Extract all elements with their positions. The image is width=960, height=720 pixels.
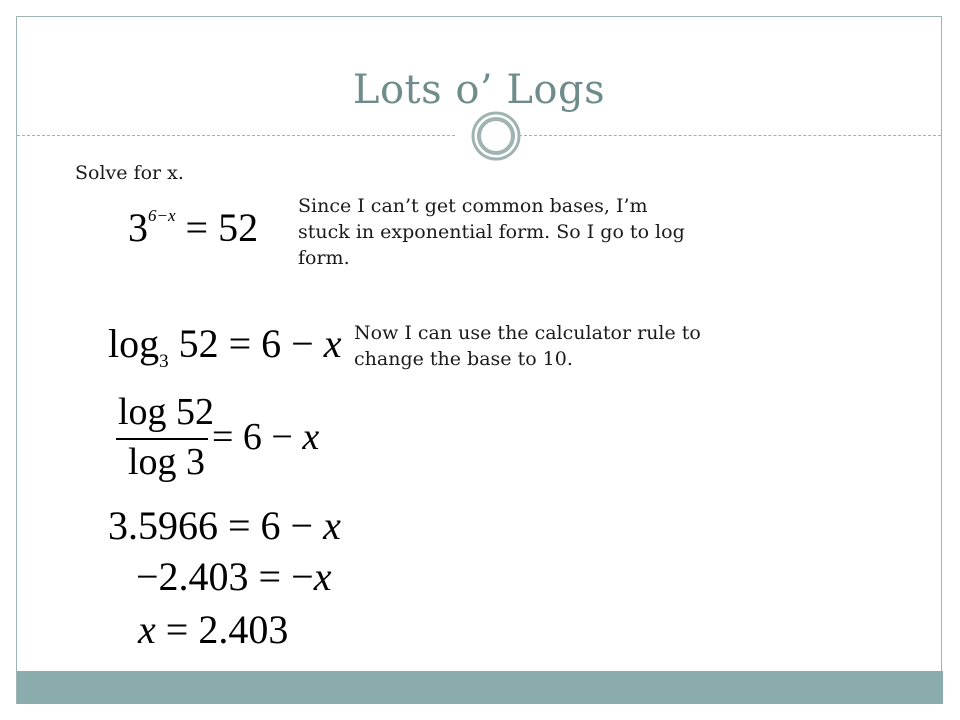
eq1-rhs: = 52 bbox=[185, 205, 259, 250]
eq3-var: x bbox=[302, 416, 320, 458]
eq3-rest: = 6 − bbox=[212, 416, 303, 458]
equation-log-form bbox=[108, 320, 342, 373]
eq2-var: x bbox=[323, 321, 342, 366]
equation-subtracted bbox=[136, 553, 331, 600]
eq2-log: log bbox=[108, 321, 160, 366]
eq1-base: 3 bbox=[128, 205, 148, 250]
explanation-note-2: Now I can use the calculator rule to change the base to 10. bbox=[354, 322, 701, 370]
equation-evaluated bbox=[108, 502, 341, 549]
prompt-text: Solve for x. bbox=[75, 162, 184, 184]
title-ring-ornament bbox=[471, 111, 521, 161]
footer-bar bbox=[17, 671, 943, 704]
eq1-exponent: 6−x bbox=[148, 206, 176, 225]
eq3-denominator: log 3 bbox=[128, 441, 206, 483]
eq5-lhs: −2.403 = − bbox=[136, 554, 314, 599]
equation-change-of-base bbox=[212, 415, 319, 459]
explanation-note-1: Since I can’t get common bases, I’m stuck in exponential form. So I go to log form. bbox=[298, 195, 685, 269]
equation-solution bbox=[138, 606, 288, 653]
eq6-rhs: = 2.403 bbox=[155, 607, 289, 652]
eq4-lhs: 3.5966 = 6 − bbox=[108, 503, 324, 548]
eq4-var: x bbox=[323, 503, 341, 548]
eq2-rest: 52 = 6 − bbox=[178, 321, 324, 366]
title-divider-left bbox=[17, 135, 455, 136]
title-divider-right bbox=[509, 135, 941, 136]
eq2-base: 3 bbox=[159, 351, 169, 372]
eq5-var: x bbox=[313, 554, 332, 599]
eq3-numerator: log 52 bbox=[118, 391, 215, 433]
slide-title: Lots o’ Logs bbox=[352, 67, 606, 113]
equation-exponential-form bbox=[128, 204, 258, 251]
eq6-var: x bbox=[138, 607, 156, 652]
